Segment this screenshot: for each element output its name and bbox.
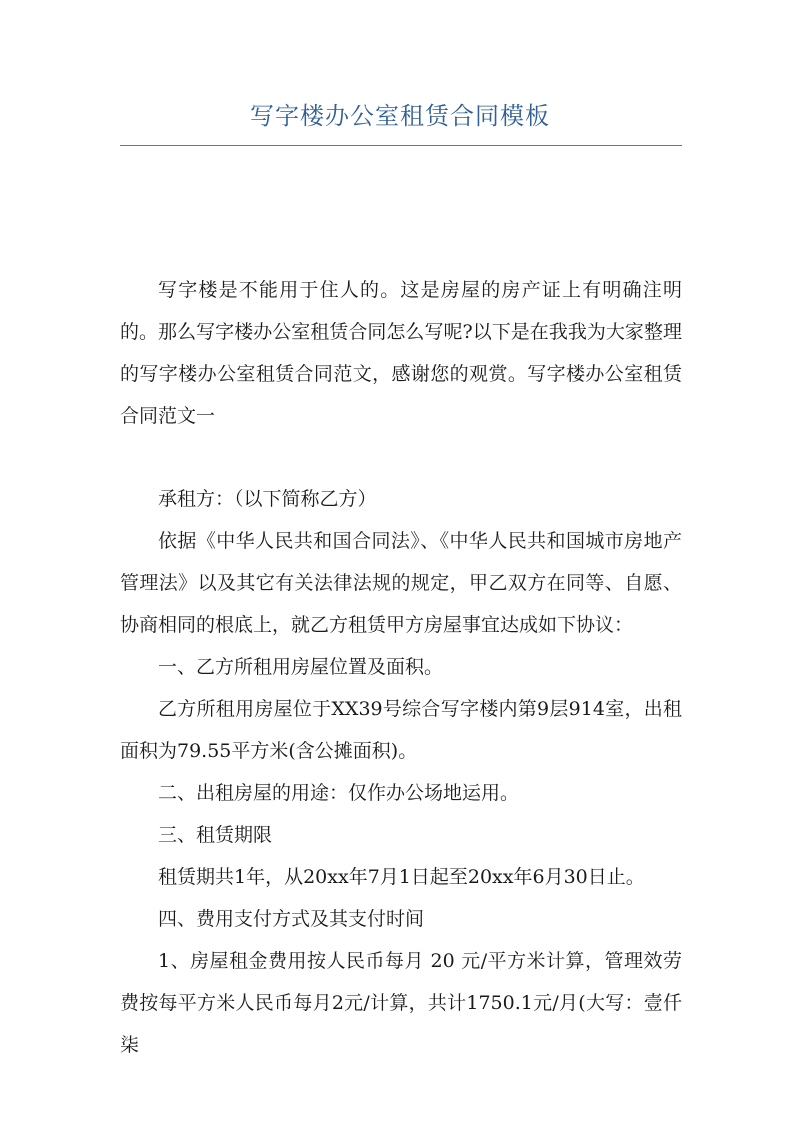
paragraph-section-4-heading: 四、费用支付方式及其支付时间 bbox=[158, 908, 425, 930]
paragraph-section-2-usage: 二、出租房屋的用途：仅作办公场地运用。 bbox=[158, 782, 520, 804]
paragraph-rent: 1、房屋租金费用按人民币每月 20 元/平方米计算，管理效劳费按每平方米人民币每月2元/计算，共计1750.1元/月(大写：壹仟柒 bbox=[120, 950, 682, 1056]
paragraph-section-3-heading: 三、租赁期限 bbox=[158, 824, 273, 846]
intro-paragraph: 写字楼是不能用于住人的。这是房屋的房产证上有明确注明的。那么写字楼办公室租赁合同怎么写呢?以下是在我我为大家整理的写字楼办公室租赁合同范文，感谢您的观赏。写字楼办公室租赁合同范文一 bbox=[120, 279, 682, 427]
intro-section bbox=[120, 269, 682, 437]
paragraph-lessee: 承租方：（以下简称乙方） bbox=[158, 488, 377, 510]
paragraph-location: 乙方所租用房屋位于XX39号综合写字楼内第9层914室，出租面积为79.55平方米(含公摊面积)。 bbox=[120, 698, 682, 762]
title-underline bbox=[120, 145, 682, 146]
paragraph-legal-basis: 依据《中华人民共和国合同法》、《中华人民共和国城市房地产管理法》以及其它有关法律法规的规定，甲乙双方在同等、自愿、协商相同的根底上，就乙方租赁甲方房屋事宜达成如下协议： bbox=[120, 530, 682, 636]
paragraph-section-1-heading: 一、乙方所租用房屋位置及面积。 bbox=[158, 656, 444, 678]
contract-body bbox=[120, 478, 682, 1066]
document-title: 写字楼办公室租赁合同模板 bbox=[250, 102, 550, 130]
paragraph-term: 租赁期共1年，从20xx年7月1日起至20xx年6月30日止。 bbox=[158, 866, 645, 888]
